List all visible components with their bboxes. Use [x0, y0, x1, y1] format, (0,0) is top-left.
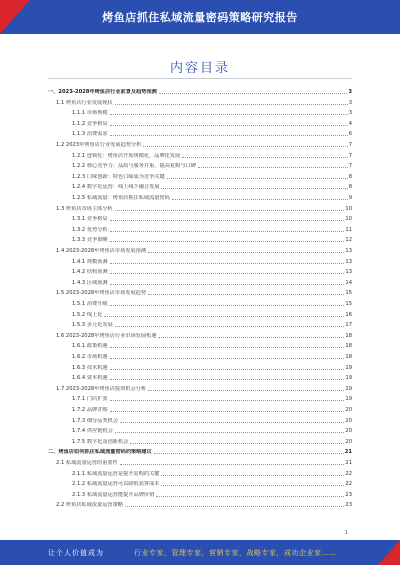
toc-entry-title: 2.1 私域流量运营的重要性 — [56, 460, 118, 466]
toc-entry-title: 1.5 2023-2028年烤鱼店市场发展趋势 — [56, 290, 147, 297]
toc-leader-dots — [110, 347, 345, 348]
toc-entry-page: 16 — [345, 311, 352, 318]
toc-entry-page: 20 — [345, 438, 352, 445]
toc-entry-title: 1.3 烤鱼店市场主体分析 — [56, 205, 113, 212]
toc-entry-page: 20 — [345, 407, 352, 413]
toc-entry-page: 14 — [345, 279, 352, 286]
toc-entry[interactable] — [56, 457, 352, 466]
toc-entry[interactable] — [72, 256, 352, 265]
toc-entry-page: 20 — [345, 417, 352, 424]
toc-entry-title: 1.2.2 核心竞争力：品质与服务并重，提高复购与口碑 — [72, 163, 196, 170]
toc-leader-dots — [110, 411, 345, 412]
page-number: 1 — [344, 530, 348, 536]
toc-entry-title: 1.1 烤鱼店行业发展现状 — [56, 99, 113, 106]
toc-entry[interactable] — [72, 309, 352, 318]
toc-entry-page: 23 — [345, 502, 352, 509]
toc-entry-title: 1.5.2 线上化 — [72, 311, 103, 318]
toc-entry[interactable] — [72, 266, 352, 275]
toc-leader-dots — [104, 316, 344, 317]
toc-entry[interactable] — [72, 107, 352, 116]
toc-entry-page: 7 — [348, 142, 352, 148]
toc-leader-dots — [125, 506, 344, 507]
toc-entry-title: 1.6 2023-2028年烤鱼店行业市场发展机遇 — [56, 332, 157, 339]
toc-leader-dots — [158, 337, 344, 338]
toc-entry-page: 19 — [345, 396, 352, 403]
toc-entry-page: 4 — [348, 120, 352, 127]
toc-entry[interactable] — [72, 160, 352, 169]
toc-leader-dots — [110, 263, 345, 264]
toc-entry-title: 1.2.4 数字化运营：线上线下融合发展 — [72, 184, 160, 191]
toc-leader-dots — [161, 485, 344, 486]
toc-entry-page: 11 — [345, 226, 352, 233]
toc-entry-page: 6 — [348, 131, 352, 138]
footer-red-triangle — [378, 540, 400, 565]
toc-leader-dots — [110, 220, 345, 221]
toc-entry-title: 1.7.3 细分品类机会 — [72, 417, 118, 424]
toc-leader-dots — [110, 125, 348, 126]
toc-entry[interactable] — [72, 234, 352, 243]
toc-entry-page: 17 — [345, 322, 352, 329]
toc-entry[interactable] — [72, 192, 352, 201]
toc-leader-dots — [182, 157, 347, 158]
toc-entry-page: 19 — [345, 385, 352, 392]
toc-leader-dots — [167, 178, 348, 179]
toc-leader-dots — [115, 432, 345, 433]
toc-entry[interactable] — [72, 415, 352, 424]
toc-entry[interactable] — [72, 213, 352, 222]
toc-entry-title: 1.1.3 消费需求 — [72, 131, 108, 138]
toc-leader-dots — [172, 199, 348, 200]
toc-divider — [48, 78, 352, 79]
toc-entry[interactable] — [72, 298, 352, 307]
toc-entry-title: 1.4 2023-2028年烤鱼店市场发展预测 — [56, 248, 147, 254]
toc-entry-page: 18 — [345, 354, 352, 360]
toc-entry-title: 1.4.2 结构预测 — [72, 269, 108, 276]
toc-entry[interactable] — [56, 287, 352, 296]
toc-entry[interactable] — [72, 489, 352, 498]
toc-entry-title: 1.2 2023年烤鱼店行业发展趋势分析 — [56, 142, 142, 148]
toc-entry-title: 2.1.3 私域流量运营能提升品牌价值 — [72, 491, 155, 498]
toc-entry[interactable] — [72, 468, 352, 477]
toc-entry-title: 二、烤鱼店如何抓住私域流量密码的策略建议 — [48, 449, 152, 456]
toc-entry[interactable] — [72, 404, 352, 413]
toc-entry-title: 1.1.1 市场规模 — [72, 110, 108, 117]
toc-entry[interactable] — [56, 499, 352, 508]
toc-entry-title: 1.3.2 优势分析 — [72, 226, 108, 233]
toc-entry[interactable] — [72, 277, 352, 286]
toc-entry[interactable] — [72, 393, 352, 402]
toc-leader-dots — [159, 93, 348, 94]
toc-entry[interactable] — [72, 436, 352, 445]
toc-leader-dots — [110, 305, 345, 306]
toc-leader-dots — [143, 146, 347, 147]
toc-entry[interactable] — [72, 118, 352, 127]
toc-entry-title: 1.1.2 竞争格局 — [72, 120, 108, 127]
toc-entry[interactable] — [56, 330, 352, 339]
toc-entry[interactable] — [72, 362, 352, 371]
toc-entry-page: 18 — [345, 343, 352, 350]
toc-entry[interactable] — [72, 224, 352, 233]
toc-entry[interactable] — [56, 203, 352, 212]
toc-entry-page: 3 — [348, 99, 352, 106]
toc-entry-page: 9 — [348, 195, 352, 201]
toc-entry-page: 7 — [348, 163, 352, 170]
toc-entry-title: 1.7.2 品牌并购 — [72, 407, 108, 413]
toc-entry-page: 22 — [345, 470, 352, 477]
toc-leader-dots — [115, 326, 345, 327]
toc-entry-page: 13 — [345, 258, 352, 265]
toc-entry-title: 1.4.1 规模预测 — [72, 258, 108, 265]
toc-entry-title: 1.7.4 供应链机会 — [72, 428, 113, 435]
toc-entry[interactable] — [72, 478, 352, 487]
toc-entry-title: 1.6.1 政策机遇 — [72, 343, 108, 350]
toc-entry-page: 8 — [348, 184, 352, 191]
report-title: 烤鱼店抓住私域流量密码策略研究报告 — [102, 11, 298, 24]
toc-entry[interactable] — [72, 171, 352, 180]
toc-entry-title: 1.7.5 数字化及创新机会 — [72, 438, 129, 445]
toc-entry-title: 2.1.1 私域流量运营是提升复购的关键 — [72, 470, 160, 477]
toc-entry-page: 12 — [345, 237, 352, 244]
toc-entry-title: 1.2.5 私域流量：烤鱼店抓住私域流量密码 — [72, 195, 170, 201]
toc-entry-title: 2.2 烤鱼店私域流量运营策略 — [56, 502, 123, 509]
toc-leader-dots — [110, 400, 345, 401]
toc-entry[interactable] — [72, 150, 352, 159]
toc-leader-dots — [130, 443, 344, 444]
toc-leader-dots — [148, 252, 344, 253]
toc-entry-page: 3 — [348, 110, 352, 117]
toc-leader-dots — [110, 273, 345, 274]
toc-leader-dots — [110, 231, 345, 232]
toc-leader-dots — [148, 390, 344, 391]
page-footer — [0, 540, 400, 565]
toc-entry-title: 1.5.1 消费升级 — [72, 301, 108, 307]
toc-entry[interactable] — [48, 446, 352, 455]
footer-slogan: 让个人价值成为 — [48, 549, 104, 557]
toc-leader-dots — [148, 294, 344, 295]
toc-leader-dots — [156, 496, 344, 497]
toc-entry-title: 1.3.1 竞争格局 — [72, 216, 108, 223]
toc-entry-title: 1.6.4 资本机遇 — [72, 375, 108, 382]
toc-entry[interactable] — [56, 245, 352, 254]
toc-entry-page: 15 — [345, 290, 352, 297]
toc-heading: 内容目录 — [169, 61, 230, 76]
toc-leader-dots — [110, 114, 348, 115]
toc-entry-title: 1.2.3 口味创新：特色口味成为竞争关键 — [72, 173, 165, 180]
toc-leader-dots — [198, 167, 348, 168]
toc-entry[interactable] — [56, 97, 352, 106]
toc-entry[interactable] — [72, 351, 352, 360]
toc-entry-title: 1.7 2023-2028年烤鱼店投资机会分析 — [56, 385, 147, 392]
toc-entry-page: 10 — [345, 216, 352, 223]
toc-leader-dots — [110, 369, 345, 370]
toc-entry-page: 21 — [345, 460, 352, 466]
toc-entry-title: 2.1.2 私域流量运营可以降低获客成本 — [72, 481, 160, 488]
toc-leader-dots — [115, 104, 348, 105]
footer-tagline: 行业专家，管理专家，营销专家，战略专家，成功企业家…… — [134, 549, 337, 557]
toc-entry-page: 10 — [345, 205, 352, 212]
toc-leader-dots — [110, 358, 345, 359]
toc-leader-dots — [115, 210, 345, 211]
toc-leader-dots — [110, 379, 345, 380]
toc-entry-page: 3 — [348, 89, 352, 95]
toc-leader-dots — [110, 284, 345, 285]
toc-entry[interactable] — [72, 372, 352, 381]
toc-leader-dots — [120, 464, 345, 465]
toc-leader-dots — [154, 453, 344, 454]
toc-entry-page: 22 — [345, 481, 352, 488]
toc-leader-dots — [120, 422, 344, 423]
toc-entry-title: 1.6.3 技术机遇 — [72, 364, 108, 371]
toc-entry-title: 1.5.3 多元化发展 — [72, 322, 113, 329]
toc-entry-page: 13 — [345, 269, 352, 276]
toc-leader-dots — [110, 135, 348, 136]
toc-entry[interactable] — [48, 86, 352, 95]
toc-leader-dots — [161, 475, 344, 476]
toc-entry-title: 1.4.3 区域预测 — [72, 279, 108, 286]
toc-entry[interactable] — [72, 340, 352, 349]
toc-entry[interactable] — [72, 128, 352, 137]
toc-entry-title: 1.6.2 市场机遇 — [72, 354, 108, 360]
toc-entry-title: 一、2023-2028年烤鱼店行业前景及趋势预测 — [48, 89, 157, 95]
toc-entry[interactable] — [56, 383, 352, 392]
toc-entry-page: 8 — [348, 173, 352, 180]
toc-entry[interactable] — [72, 181, 352, 190]
page-header — [0, 0, 400, 34]
toc-leader-dots — [110, 241, 345, 242]
toc-entry-title: 1.7.1 门店扩张 — [72, 396, 108, 403]
toc-entry-page: 21 — [344, 449, 352, 456]
toc-entry-page: 7 — [348, 152, 352, 159]
toc-leader-dots — [161, 188, 347, 189]
toc-entry-page: 20 — [345, 428, 352, 435]
toc-entry-page: 18 — [345, 332, 352, 339]
toc-entry[interactable] — [72, 425, 352, 434]
toc-entry-page: 15 — [345, 301, 352, 307]
toc-entry-title: 1.2.1 连锁化：烤鱼店开始规模化，品牌化发展 — [72, 152, 181, 159]
toc-entry[interactable] — [56, 139, 352, 148]
toc-entry-page: 13 — [345, 248, 352, 254]
toc-entry-title: 1.3.3 竞争策略 — [72, 237, 108, 244]
toc-entry-page: 19 — [345, 375, 352, 382]
toc-entry-page: 19 — [345, 364, 352, 371]
toc-entry[interactable] — [72, 319, 352, 328]
toc-entry-page: 23 — [345, 491, 352, 498]
